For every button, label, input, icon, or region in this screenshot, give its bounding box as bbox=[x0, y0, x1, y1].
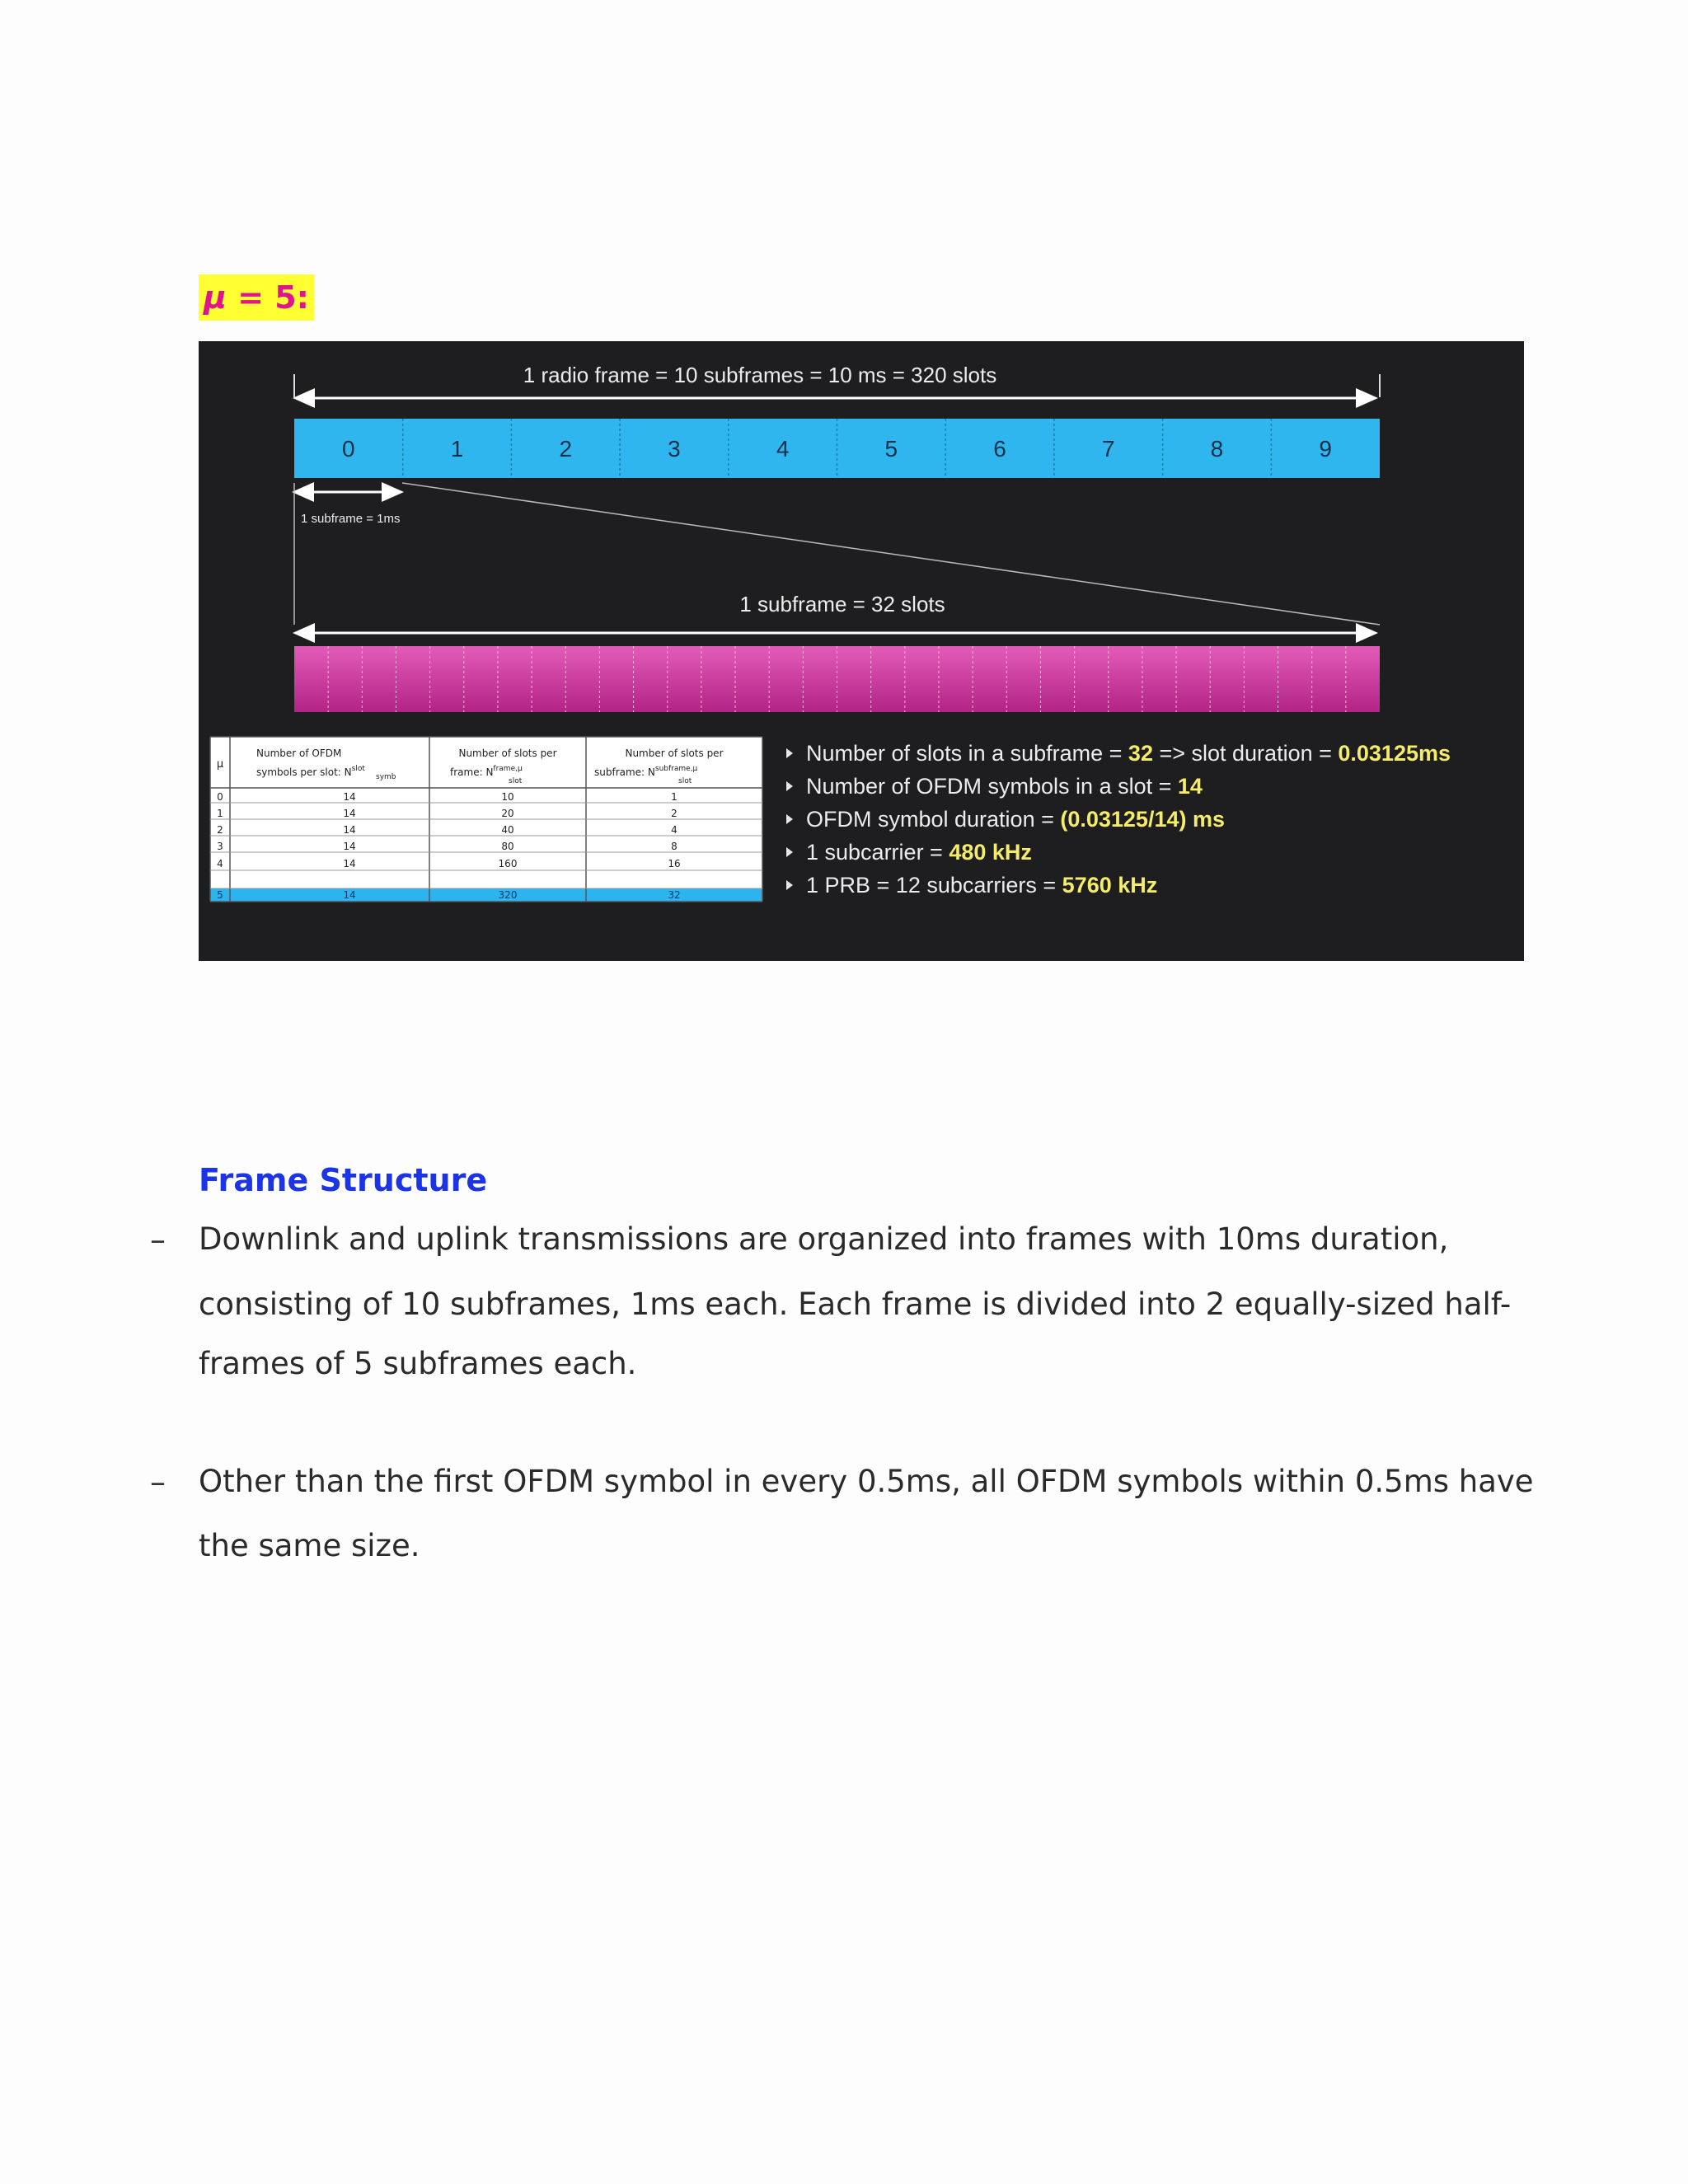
table-header-col3-line2: subframe: N bbox=[594, 766, 655, 778]
paragraph-line: consisting of 10 subframes, 1ms each. Each frame is divided into 2 equally-sized half- bbox=[199, 1286, 1512, 1322]
bullet-dash: – bbox=[150, 1221, 166, 1258]
subframe-number: 6 bbox=[993, 436, 1006, 462]
bullet-dash: – bbox=[150, 1464, 166, 1500]
table-header-col1-line1: Number of OFDM bbox=[256, 748, 342, 759]
table-cell: 1 bbox=[217, 808, 223, 819]
figure-bullet: OFDM symbol duration = (0.03125/14) ms bbox=[806, 807, 1225, 832]
section-title: Frame Structure bbox=[199, 1162, 488, 1198]
table-header-col2-sup: frame,μ bbox=[493, 765, 523, 773]
table-cell: 40 bbox=[501, 824, 514, 836]
radio-frame-label: 1 radio frame = 10 subframes = 10 ms = 320 slots bbox=[523, 363, 997, 387]
table-header-col3-sub: slot bbox=[678, 777, 692, 785]
table-cell: 32 bbox=[668, 889, 681, 901]
table-cell: 2 bbox=[671, 808, 678, 819]
table-cell: 16 bbox=[668, 858, 681, 869]
figure-bullets bbox=[786, 741, 1451, 898]
table-cell: 80 bbox=[501, 841, 514, 852]
table-cell: 14 bbox=[343, 808, 356, 819]
table-cell: 1 bbox=[671, 791, 678, 803]
table-cell: 320 bbox=[498, 889, 518, 901]
table-cell: 3 bbox=[217, 841, 223, 852]
table-cell: 14 bbox=[343, 824, 356, 836]
paragraph-line: Downlink and uplink transmissions are organized into frames with 10ms duration, bbox=[199, 1221, 1449, 1257]
numerology-heading bbox=[199, 274, 314, 321]
table-cell: 20 bbox=[501, 808, 514, 819]
numerology-value: = 5: bbox=[226, 279, 309, 316]
bullet-marker bbox=[786, 814, 793, 824]
bullet-marker bbox=[786, 880, 793, 890]
table-cell: 2 bbox=[217, 824, 223, 836]
figure-bullet: 1 subcarrier = 480 kHz bbox=[806, 840, 1032, 865]
table-header-col2-sub: slot bbox=[509, 777, 523, 785]
table-header-col1-sub: symb bbox=[376, 773, 396, 781]
subframe-slots-label: 1 subframe = 32 slots bbox=[739, 592, 945, 616]
frame-structure-figure bbox=[199, 341, 1524, 961]
table-header-mu: μ bbox=[216, 758, 224, 771]
paragraph-line: the same size. bbox=[199, 1528, 420, 1563]
subframe-number: 8 bbox=[1210, 436, 1224, 462]
table-cell: 4 bbox=[671, 824, 678, 836]
table-cell: 8 bbox=[671, 841, 678, 852]
bullet-marker bbox=[786, 847, 793, 857]
subframe-number: 5 bbox=[884, 436, 898, 462]
table-cell: 5 bbox=[217, 889, 223, 901]
table-cell: 14 bbox=[343, 841, 356, 852]
figure-bullet: 1 PRB = 12 subcarriers = 5760 kHz bbox=[806, 873, 1158, 898]
svg-text:symbols per slot: Nslot bbox=[256, 765, 365, 778]
table-header-col2-line2: frame: N bbox=[450, 766, 494, 778]
subframe-bar bbox=[294, 419, 1380, 478]
table-header-col3-line1: Number of slots per bbox=[625, 748, 724, 759]
paragraph-line: Other than the first OFDM symbol in every 0.5ms, all OFDM symbols within 0.5ms have bbox=[199, 1464, 1534, 1499]
numerology-table bbox=[210, 737, 762, 902]
subframe-number: 9 bbox=[1319, 436, 1332, 462]
mu-symbol: μ bbox=[204, 279, 227, 316]
table-cell: 4 bbox=[217, 858, 223, 869]
table-header-col1-sup: slot bbox=[351, 765, 365, 773]
bullet-marker bbox=[786, 781, 793, 791]
table-header-col1-line2: symbols per slot: N bbox=[256, 766, 352, 778]
bullet-marker bbox=[786, 748, 793, 758]
table-cell: 10 bbox=[501, 791, 514, 803]
subframe-1ms-label: 1 subframe = 1ms bbox=[301, 512, 401, 526]
table-cell: 14 bbox=[343, 858, 356, 869]
subframe-number: 7 bbox=[1101, 436, 1115, 462]
subframe-number: 1 bbox=[450, 436, 464, 462]
table-cell: 14 bbox=[343, 889, 356, 901]
table-header-col2-line1: Number of slots per bbox=[458, 748, 557, 759]
subframe-number: 2 bbox=[559, 436, 573, 462]
table-cell: 14 bbox=[343, 791, 356, 803]
subframe-number: 4 bbox=[776, 436, 790, 462]
table-cell: 160 bbox=[498, 858, 518, 869]
figure-bullet: Number of OFDM symbols in a slot = 14 bbox=[806, 774, 1203, 799]
table-cell: 0 bbox=[217, 791, 223, 803]
frame-diagram bbox=[199, 341, 1524, 961]
slot-bar bbox=[294, 646, 1380, 712]
figure-bullet: Number of slots in a subframe = 32 => slot duration = 0.03125ms bbox=[806, 741, 1451, 766]
subframe-number: 3 bbox=[668, 436, 681, 462]
table-header-col3-sup: subframe,μ bbox=[654, 765, 698, 773]
subframe-number: 0 bbox=[342, 436, 355, 462]
paragraph-line: frames of 5 subframes each. bbox=[199, 1346, 637, 1381]
